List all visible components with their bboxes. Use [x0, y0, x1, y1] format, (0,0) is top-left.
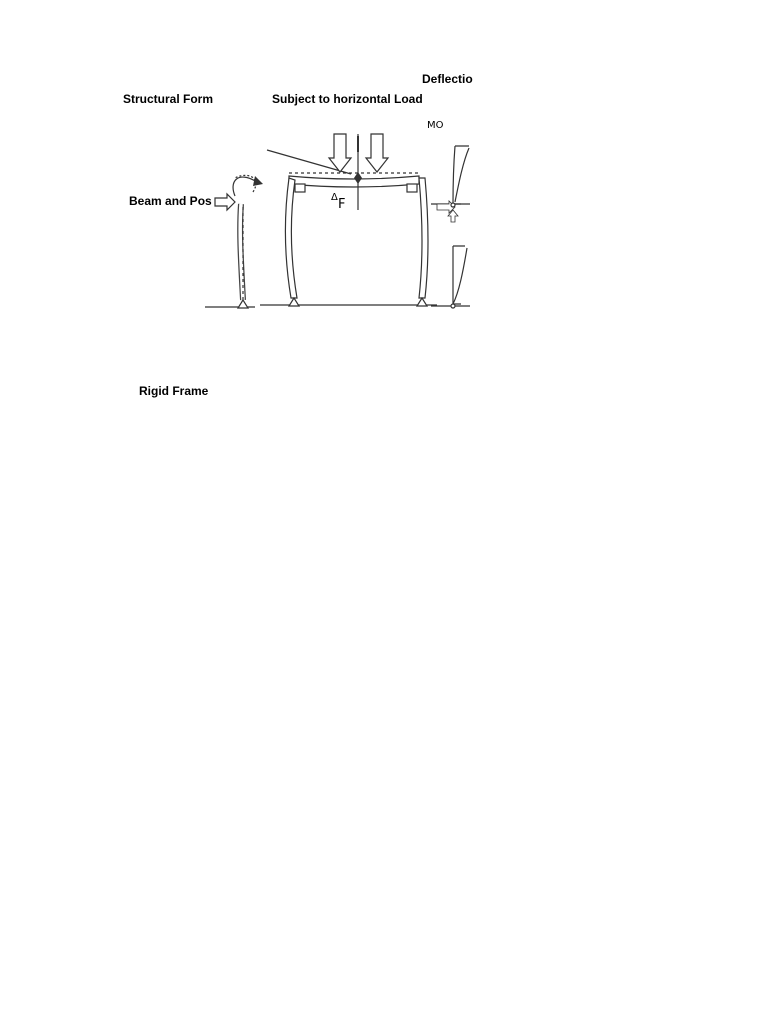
pin-support-frame-left	[289, 298, 299, 306]
load-arrow-left	[329, 134, 351, 172]
moment-node-bottom	[451, 304, 455, 308]
knee-right	[407, 184, 417, 192]
moment-diagram-bottom	[453, 246, 465, 304]
structural-form-heading: Structural Form	[123, 92, 214, 106]
beam-and-post-label: Beam and Pos	[129, 194, 212, 208]
horizontal-load-heading: Subject to horizontal Load	[272, 92, 423, 106]
pin-support-frame-right	[417, 298, 427, 306]
curved-arrow-head	[253, 176, 263, 186]
deflection-heading	[422, 72, 473, 86]
horizontal-load-arrow	[215, 194, 235, 210]
curved-arrow	[233, 177, 257, 196]
moment-node-top	[451, 203, 455, 207]
rigid-frame-label: Rigid Frame	[139, 384, 209, 398]
frame-beam-outer	[289, 176, 419, 187]
moment-heading-cropped: MO	[427, 120, 444, 131]
deflection-heading-text: Deflectio	[422, 72, 473, 86]
delta-f-symbol: Δ	[331, 192, 338, 203]
pin-support-left	[238, 300, 248, 308]
knee-left	[295, 184, 305, 192]
frame-column-left	[285, 178, 297, 298]
frame-column-right	[419, 178, 428, 298]
delta-f-subscript: F	[338, 197, 346, 212]
load-arrow-right	[366, 134, 388, 172]
structural-frame-diagram	[205, 112, 470, 322]
moment-diagram-bottom-curve	[453, 248, 467, 304]
moment-diagram-top-curve	[455, 148, 469, 202]
